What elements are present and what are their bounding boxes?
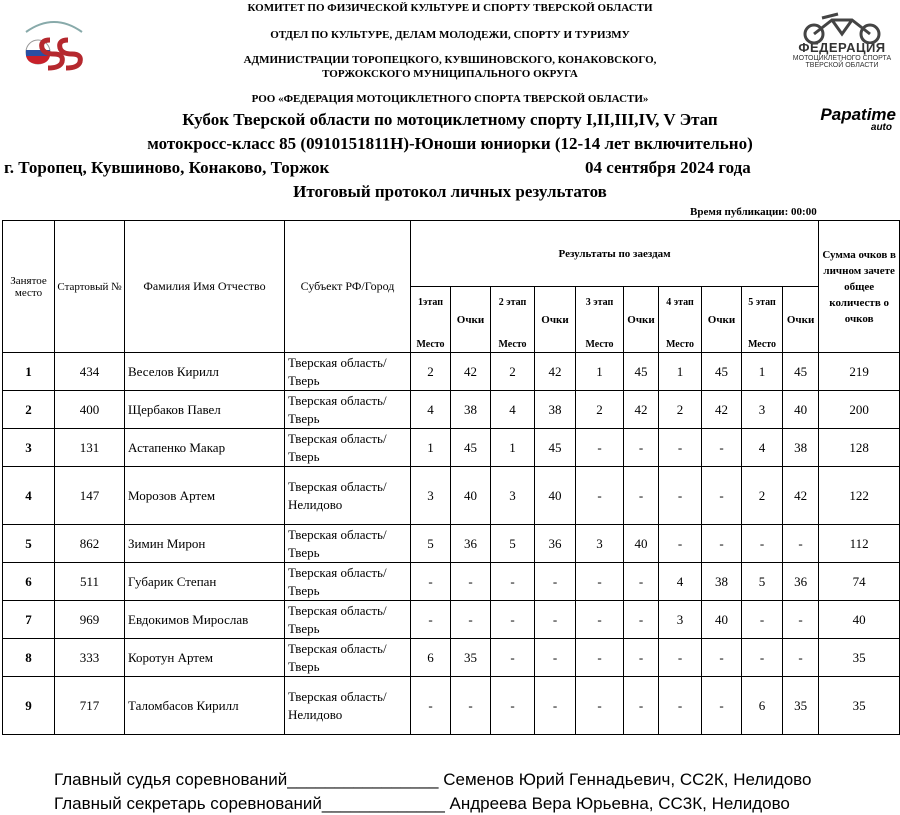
stage-points-cell: 35 (783, 677, 819, 735)
stage-points-cell: 45 (624, 353, 659, 391)
stage-points-cell: - (624, 563, 659, 601)
stage-place-cell: 3 (659, 601, 702, 639)
stage-place-cell: 2 (659, 391, 702, 429)
region-cell: Тверская область/Тверь (285, 429, 411, 467)
stage-place-cell: - (659, 467, 702, 525)
stage-place-label: Место (665, 339, 695, 350)
start-number-cell: 147 (55, 467, 125, 525)
federation-sub1: МОТОЦИКЛЕТНОГО СПОРТА (792, 55, 892, 62)
stage-place-cell: 4 (491, 391, 535, 429)
stage-points-cell: - (702, 467, 742, 525)
stage-points-cell: 40 (702, 601, 742, 639)
stage-points-cell: - (624, 467, 659, 525)
region-cell: Тверская область/Тверь (285, 353, 411, 391)
total-cell: 35 (819, 639, 900, 677)
region-cell: Тверская область/Нелидово (285, 677, 411, 735)
stage-points-cell: 45 (783, 353, 819, 391)
event-title: Кубок Тверской области по мотоциклетному спорту I,II,III,IV, V Этап (182, 110, 718, 129)
sponsor-main: Papatime (820, 105, 896, 124)
stage-1-points-header: Очки (451, 287, 491, 353)
stage-points-cell: 42 (624, 391, 659, 429)
stage-points-cell: - (783, 601, 819, 639)
stage-label: 2 этап (498, 297, 527, 308)
col-results-header: Результаты по заездам (411, 221, 819, 287)
stage-place-label: Место (747, 339, 777, 350)
stage-place-cell: - (742, 525, 783, 563)
stage-5-points-header: Очки (783, 287, 819, 353)
stage-5-place-header (742, 287, 783, 353)
place-cell: 9 (3, 677, 55, 735)
stage-place-cell: - (491, 677, 535, 735)
stage-points-cell: 36 (535, 525, 576, 563)
stage-place-cell: 5 (491, 525, 535, 563)
stage-place-cell: 5 (411, 525, 451, 563)
stage-place-cell: - (576, 639, 624, 677)
stage-place-cell: - (411, 563, 451, 601)
stage-label: 1этап (418, 297, 443, 308)
stage-place-cell: 1 (576, 353, 624, 391)
table-row (3, 429, 900, 467)
stage-points-cell: - (624, 601, 659, 639)
stage-place-cell: 3 (742, 391, 783, 429)
region-cell: Тверская область/Тверь (285, 639, 411, 677)
stage-points-cell: 35 (451, 639, 491, 677)
stage-points-cell: - (451, 601, 491, 639)
region-cell: Тверская область/Тверь (285, 563, 411, 601)
region-cell: Тверская область/Нелидово (285, 467, 411, 525)
chief-secretary: Главный секретарь соревнований_____________ Андреева Вера Юрьевна, СС3К, Нелидово (54, 794, 790, 813)
header-line2: ОТДЕЛ ПО КУЛЬТУРЕ, ДЕЛАМ МОЛОДЕЖИ, СПОРТУ И ТУРИЗМУ (270, 29, 630, 41)
stage-3-place-header (576, 287, 624, 353)
stage-points-cell: - (451, 563, 491, 601)
stage-points-cell: - (783, 639, 819, 677)
stage-place-cell: - (659, 639, 702, 677)
header-line1: КОМИТЕТ ПО ФИЗИЧЕСКОЙ КУЛЬТУРЕ И СПОРТУ ТВЕРСКОЙ ОБЛАСТИ (247, 2, 653, 14)
stage-label: 3 этап (585, 297, 614, 308)
stage-points-cell: - (783, 525, 819, 563)
place-cell: 3 (3, 429, 55, 467)
stage-place-cell: 5 (742, 563, 783, 601)
region-cell: Тверская область/Тверь (285, 601, 411, 639)
stage-place-cell: 3 (576, 525, 624, 563)
stage-place-label: Место (416, 339, 445, 350)
stage-4-points-header: Очки (702, 287, 742, 353)
protocol-title: Итоговый протокол личных результатов (293, 182, 607, 201)
table-row (3, 677, 900, 735)
start-number-cell: 131 (55, 429, 125, 467)
table-row (3, 601, 900, 639)
table-row (3, 563, 900, 601)
header-line3: АДМИНИСТРАЦИИ ТОРОПЕЦКОГО, КУВШИНОВСКОГО, КОНАКОВСКОГО, (243, 54, 657, 66)
stage-place-cell: - (659, 677, 702, 735)
total-cell: 112 (819, 525, 900, 563)
stage-points-cell: - (535, 639, 576, 677)
stage-points-cell: - (702, 677, 742, 735)
start-number-cell: 969 (55, 601, 125, 639)
stage-points-cell: 40 (535, 467, 576, 525)
stage-points-cell: 38 (783, 429, 819, 467)
stage-2-place-header (491, 287, 535, 353)
stage-place-cell: - (742, 601, 783, 639)
stage-label: 5 этап (748, 297, 776, 308)
stage-points-cell: 38 (535, 391, 576, 429)
stage-points-cell: 38 (702, 563, 742, 601)
name-cell: Морозов Артем (125, 467, 285, 525)
stage-points-cell: - (535, 601, 576, 639)
place-cell: 4 (3, 467, 55, 525)
stage-points-cell: - (624, 429, 659, 467)
stage-place-cell: 1 (742, 353, 783, 391)
stage-points-cell: - (451, 677, 491, 735)
col-region-header: Субъект РФ/Город (285, 221, 411, 353)
table-row (3, 467, 900, 525)
stage-place-cell: - (411, 677, 451, 735)
stage-place-cell: 2 (742, 467, 783, 525)
place-cell: 5 (3, 525, 55, 563)
stage-place-cell: 4 (659, 563, 702, 601)
stage-points-cell: 38 (451, 391, 491, 429)
name-cell: Таломбасов Кирилл (125, 677, 285, 735)
stage-place-cell: 6 (742, 677, 783, 735)
total-cell: 219 (819, 353, 900, 391)
col-total-header: Сумма очков в личном зачете общее количеств о очков (819, 221, 900, 353)
stage-place-cell: - (576, 563, 624, 601)
sponsor-sub: auto (870, 122, 892, 133)
stage-place-cell: - (576, 677, 624, 735)
stage-points-cell: 45 (535, 429, 576, 467)
stage-place-cell: - (491, 601, 535, 639)
header-line5: РОО «ФЕДЕРАЦИЯ МОТОЦИКЛЕТНОГО СПОРТА ТВЕРСКОЙ ОБЛАСТИ» (251, 93, 649, 105)
stage-place-cell: 3 (491, 467, 535, 525)
start-number-cell: 333 (55, 639, 125, 677)
total-cell: 35 (819, 677, 900, 735)
stage-points-cell: - (535, 563, 576, 601)
stage-3-points-header: Очки (624, 287, 659, 353)
stage-points-cell: 40 (624, 525, 659, 563)
stage-place-cell: 2 (411, 353, 451, 391)
name-cell: Веселов Кирилл (125, 353, 285, 391)
stage-place-cell: 6 (411, 639, 451, 677)
stage-place-cell: 1 (491, 429, 535, 467)
stage-place-cell: - (742, 639, 783, 677)
publication-time: Время публикации: 00:00 (690, 206, 817, 218)
event-place: г. Торопец, Кувшиново, Конаково, Торжок (4, 158, 330, 177)
event-date: 04 сентября 2024 года (585, 158, 751, 177)
stage-points-cell: 45 (702, 353, 742, 391)
stage-points-cell: 40 (451, 467, 491, 525)
stage-place-cell: 4 (742, 429, 783, 467)
stage-place-cell: - (576, 429, 624, 467)
stage-place-cell: - (491, 563, 535, 601)
place-cell: 6 (3, 563, 55, 601)
total-cell: 74 (819, 563, 900, 601)
start-number-cell: 400 (55, 391, 125, 429)
stage-points-cell: - (702, 429, 742, 467)
table-row (3, 525, 900, 563)
stage-1-place-header (411, 287, 451, 353)
stage-points-cell: 42 (783, 467, 819, 525)
stage-place-cell: - (576, 467, 624, 525)
name-cell: Губарик Степан (125, 563, 285, 601)
total-cell: 40 (819, 601, 900, 639)
stage-4-place-header (659, 287, 702, 353)
total-cell: 128 (819, 429, 900, 467)
stage-place-cell: 2 (491, 353, 535, 391)
stage-place-cell: - (576, 601, 624, 639)
stage-points-cell: 36 (783, 563, 819, 601)
total-cell: 122 (819, 467, 900, 525)
federation-name: ФЕДЕРАЦИЯ (798, 40, 886, 55)
header-line4: ТОРЖОКСКОГО МУНИЦИПАЛЬНОГО ОКРУГА (322, 68, 578, 80)
start-number-cell: 862 (55, 525, 125, 563)
stage-place-cell: - (491, 639, 535, 677)
place-cell: 1 (3, 353, 55, 391)
table-row (3, 353, 900, 391)
stage-points-cell: 42 (451, 353, 491, 391)
stage-place-cell: - (411, 601, 451, 639)
stage-points-cell: - (624, 639, 659, 677)
start-number-cell: 717 (55, 677, 125, 735)
stage-place-label: Место (498, 339, 527, 350)
stage-points-cell: - (702, 639, 742, 677)
stage-place-cell: 1 (659, 353, 702, 391)
col-start-header: Стартовый № (55, 221, 125, 353)
stage-points-cell: 40 (783, 391, 819, 429)
stage-label: 4 этап (666, 297, 694, 308)
total-cell: 200 (819, 391, 900, 429)
stage-place-label: Место (585, 339, 614, 350)
col-name-header: Фамилия Имя Отчество (125, 221, 285, 353)
start-number-cell: 434 (55, 353, 125, 391)
stage-place-cell: 4 (411, 391, 451, 429)
name-cell: Зимин Мирон (125, 525, 285, 563)
place-cell: 8 (3, 639, 55, 677)
stage-points-cell: - (624, 677, 659, 735)
stage-points-cell: - (535, 677, 576, 735)
region-cell: Тверская область/Тверь (285, 391, 411, 429)
stage-place-cell: - (659, 525, 702, 563)
place-cell: 2 (3, 391, 55, 429)
stage-place-cell: 2 (576, 391, 624, 429)
table-row (3, 639, 900, 677)
col-place-header: Занятое место (3, 221, 55, 353)
stage-points-cell: 42 (702, 391, 742, 429)
chief-judge: Главный судья соревнований________________ Семенов Юрий Геннадьевич, СС2К, Нелидово (54, 770, 812, 789)
name-cell: Коротун Артем (125, 639, 285, 677)
results-table (2, 220, 900, 735)
stage-place-cell: 1 (411, 429, 451, 467)
stage-points-cell: 42 (535, 353, 576, 391)
name-cell: Щербаков Павел (125, 391, 285, 429)
name-cell: Евдокимов Мирослав (125, 601, 285, 639)
start-number-cell: 511 (55, 563, 125, 601)
stage-2-points-header: Очки (535, 287, 576, 353)
name-cell: Астапенко Макар (125, 429, 285, 467)
stage-points-cell: - (702, 525, 742, 563)
class-title: мотокросс-класс 85 (0910151811Н)-Юноши юниорки (12-14 лет включительно) (147, 134, 753, 153)
table-row (3, 391, 900, 429)
place-cell: 7 (3, 601, 55, 639)
stage-points-cell: 45 (451, 429, 491, 467)
stage-place-cell: - (659, 429, 702, 467)
stage-place-cell: 3 (411, 467, 451, 525)
stage-points-cell: 36 (451, 525, 491, 563)
region-cell: Тверская область/Тверь (285, 525, 411, 563)
federation-sub2: ТВЕРСКОЙ ОБЛАСТИ (805, 62, 879, 69)
